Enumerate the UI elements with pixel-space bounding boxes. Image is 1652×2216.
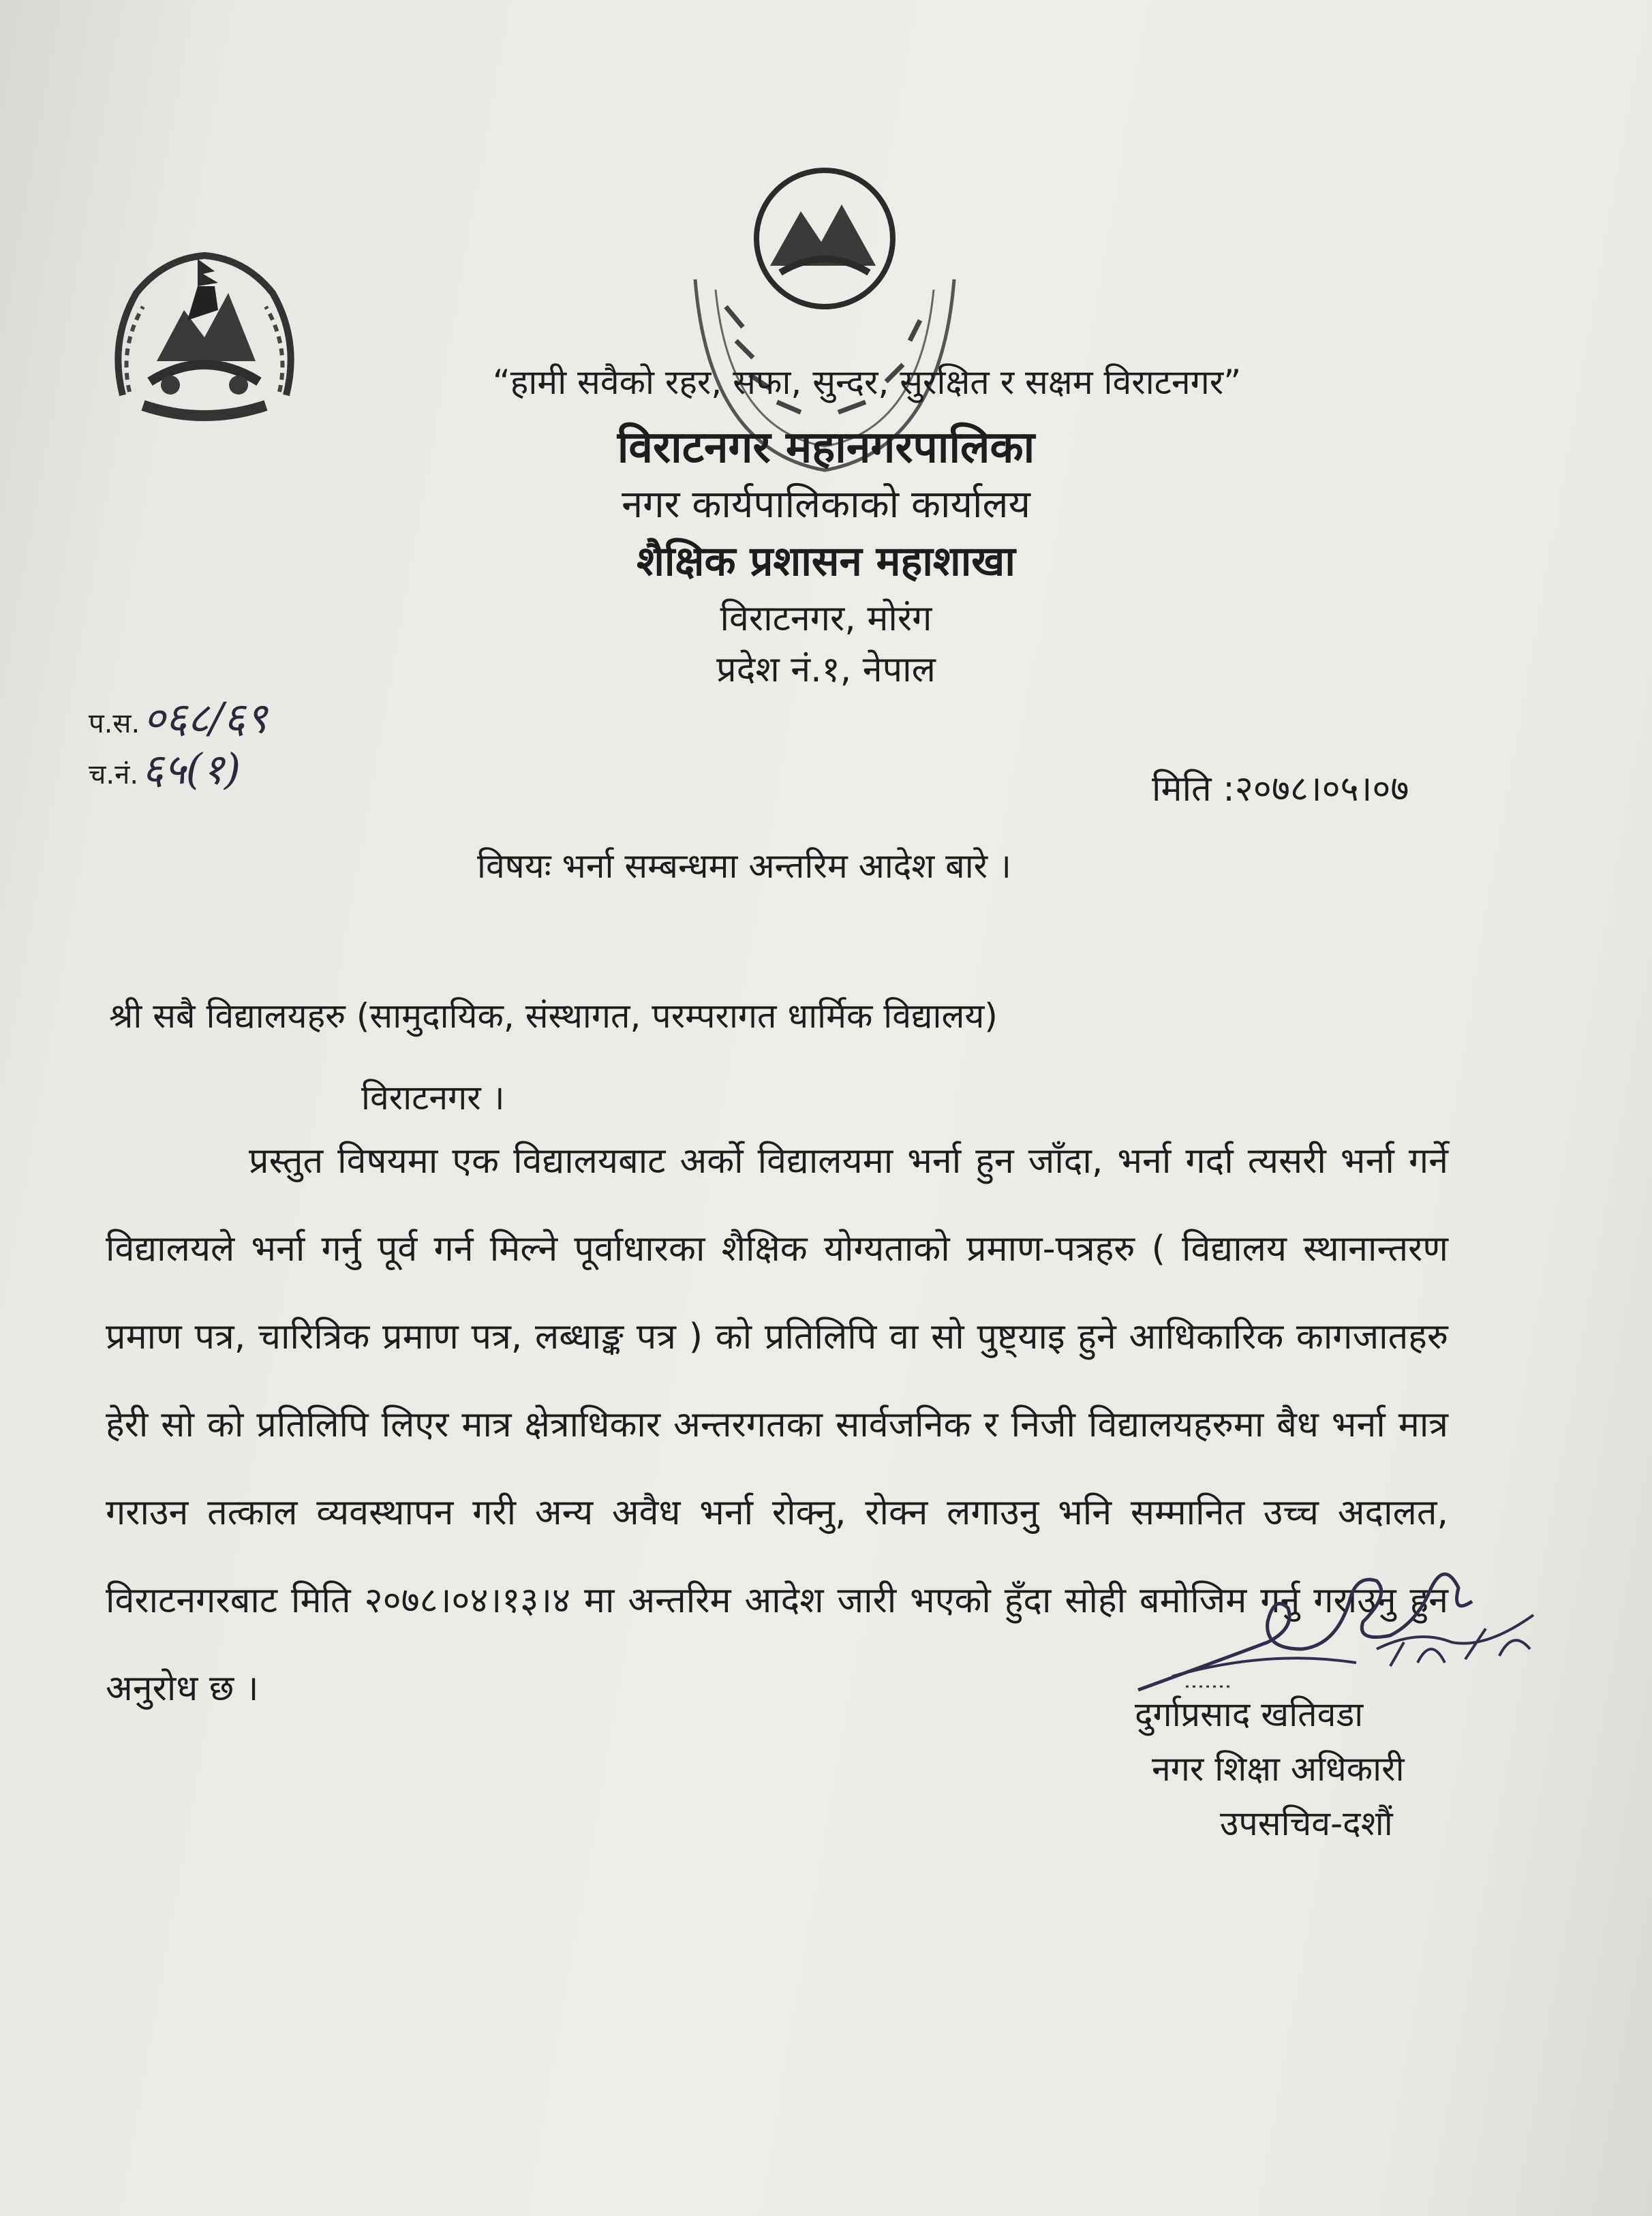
signature-mark [1131,1547,1540,1704]
ps-label: प.स. [89,708,140,739]
addressee-line-2: विराटनगर । [361,1078,505,1118]
signatory-rank: उपसचिव-दशौं [1220,1804,1393,1843]
office-city: विराटनगर, मोरंग [720,598,932,639]
signatory-name: दुर्गाप्रसाद खतिवडा [1135,1695,1364,1734]
letter-date [1152,763,1409,812]
letter-body: प्रस्तुत विषयमा एक विद्यालयबाट अर्को विद्यालयमा भर्ना हुन जाँदा, भर्ना गर्दा त्यसरी भर्ना गर्ने विद्यालयले भर्ना गर्नु पूर्व गर्न मिल्ने पूर्वाधारका शैक्षिक योग्यताको प्रमाण-पत्रहरु ( विद्यालय स्थानान्तरण प्रमाण पत्र, चारित्रिक प्रमाण पत्र, लब्धाङ्क पत्र ) को प्रतिलिपि वा सो पुष्ट्याइ हुने आधिकारिक कागजातहरु हेरी सो को प्रतिलिपि लिएर मात्र क्षेत्राधिकार अन्तरगतका सार्वजनिक र निजी विद्यालयहरुमा बैध भर्ना मात्र गराउन तत्काल व्यवस्थापन गरी अन्य अवैध भर्ना रोक्नु, रोक्न लगाउनु भनि सम्मानित उच्च अदालत, विराटनगरबाट मिति २०७८।०४।१३।४ मा अन्तरिम आदेश जारी भएको हुँदा सोही बमोजिम गर्नु गराउनु हुन अनुरोध छ । [106,1141,1448,1709]
letterhead-motto: “हामी सवैको रहर, सफा, सुन्दर, सुरक्षित र सक्षम विराटनगर” [492,363,1242,402]
ps-number [89,688,267,745]
division-name: शैक्षिक प्रशासन महाशाखा [637,538,1015,585]
signatory-title: नगर शिक्षा अधिकारी [1152,1749,1405,1789]
letter-subject: विषयः भर्ना सम्बन्धमा अन्तरिम आदेश बारे । [477,846,1011,886]
addressee-line-1: श्री सबै विद्यालयहरु (सामुदायिक, संस्थागत, परम्परागत धार्मिक विद्यालय) [109,996,998,1036]
ps-value: ०६८/६९ [143,693,268,743]
date-label: मिति : [1152,769,1235,810]
office-name: विराटनगर महानगरपालिका [617,422,1035,473]
cn-number [89,739,241,797]
cn-label: च.नं. [89,759,139,790]
office-province: प्रदेश नं.१, नेपाल [716,649,936,690]
office-sub: नगर कार्यपालिकाको कार्यालय [622,482,1030,527]
cn-value: ६५(१) [142,744,241,794]
date-value: २०७८।०५।०७ [1234,769,1409,810]
